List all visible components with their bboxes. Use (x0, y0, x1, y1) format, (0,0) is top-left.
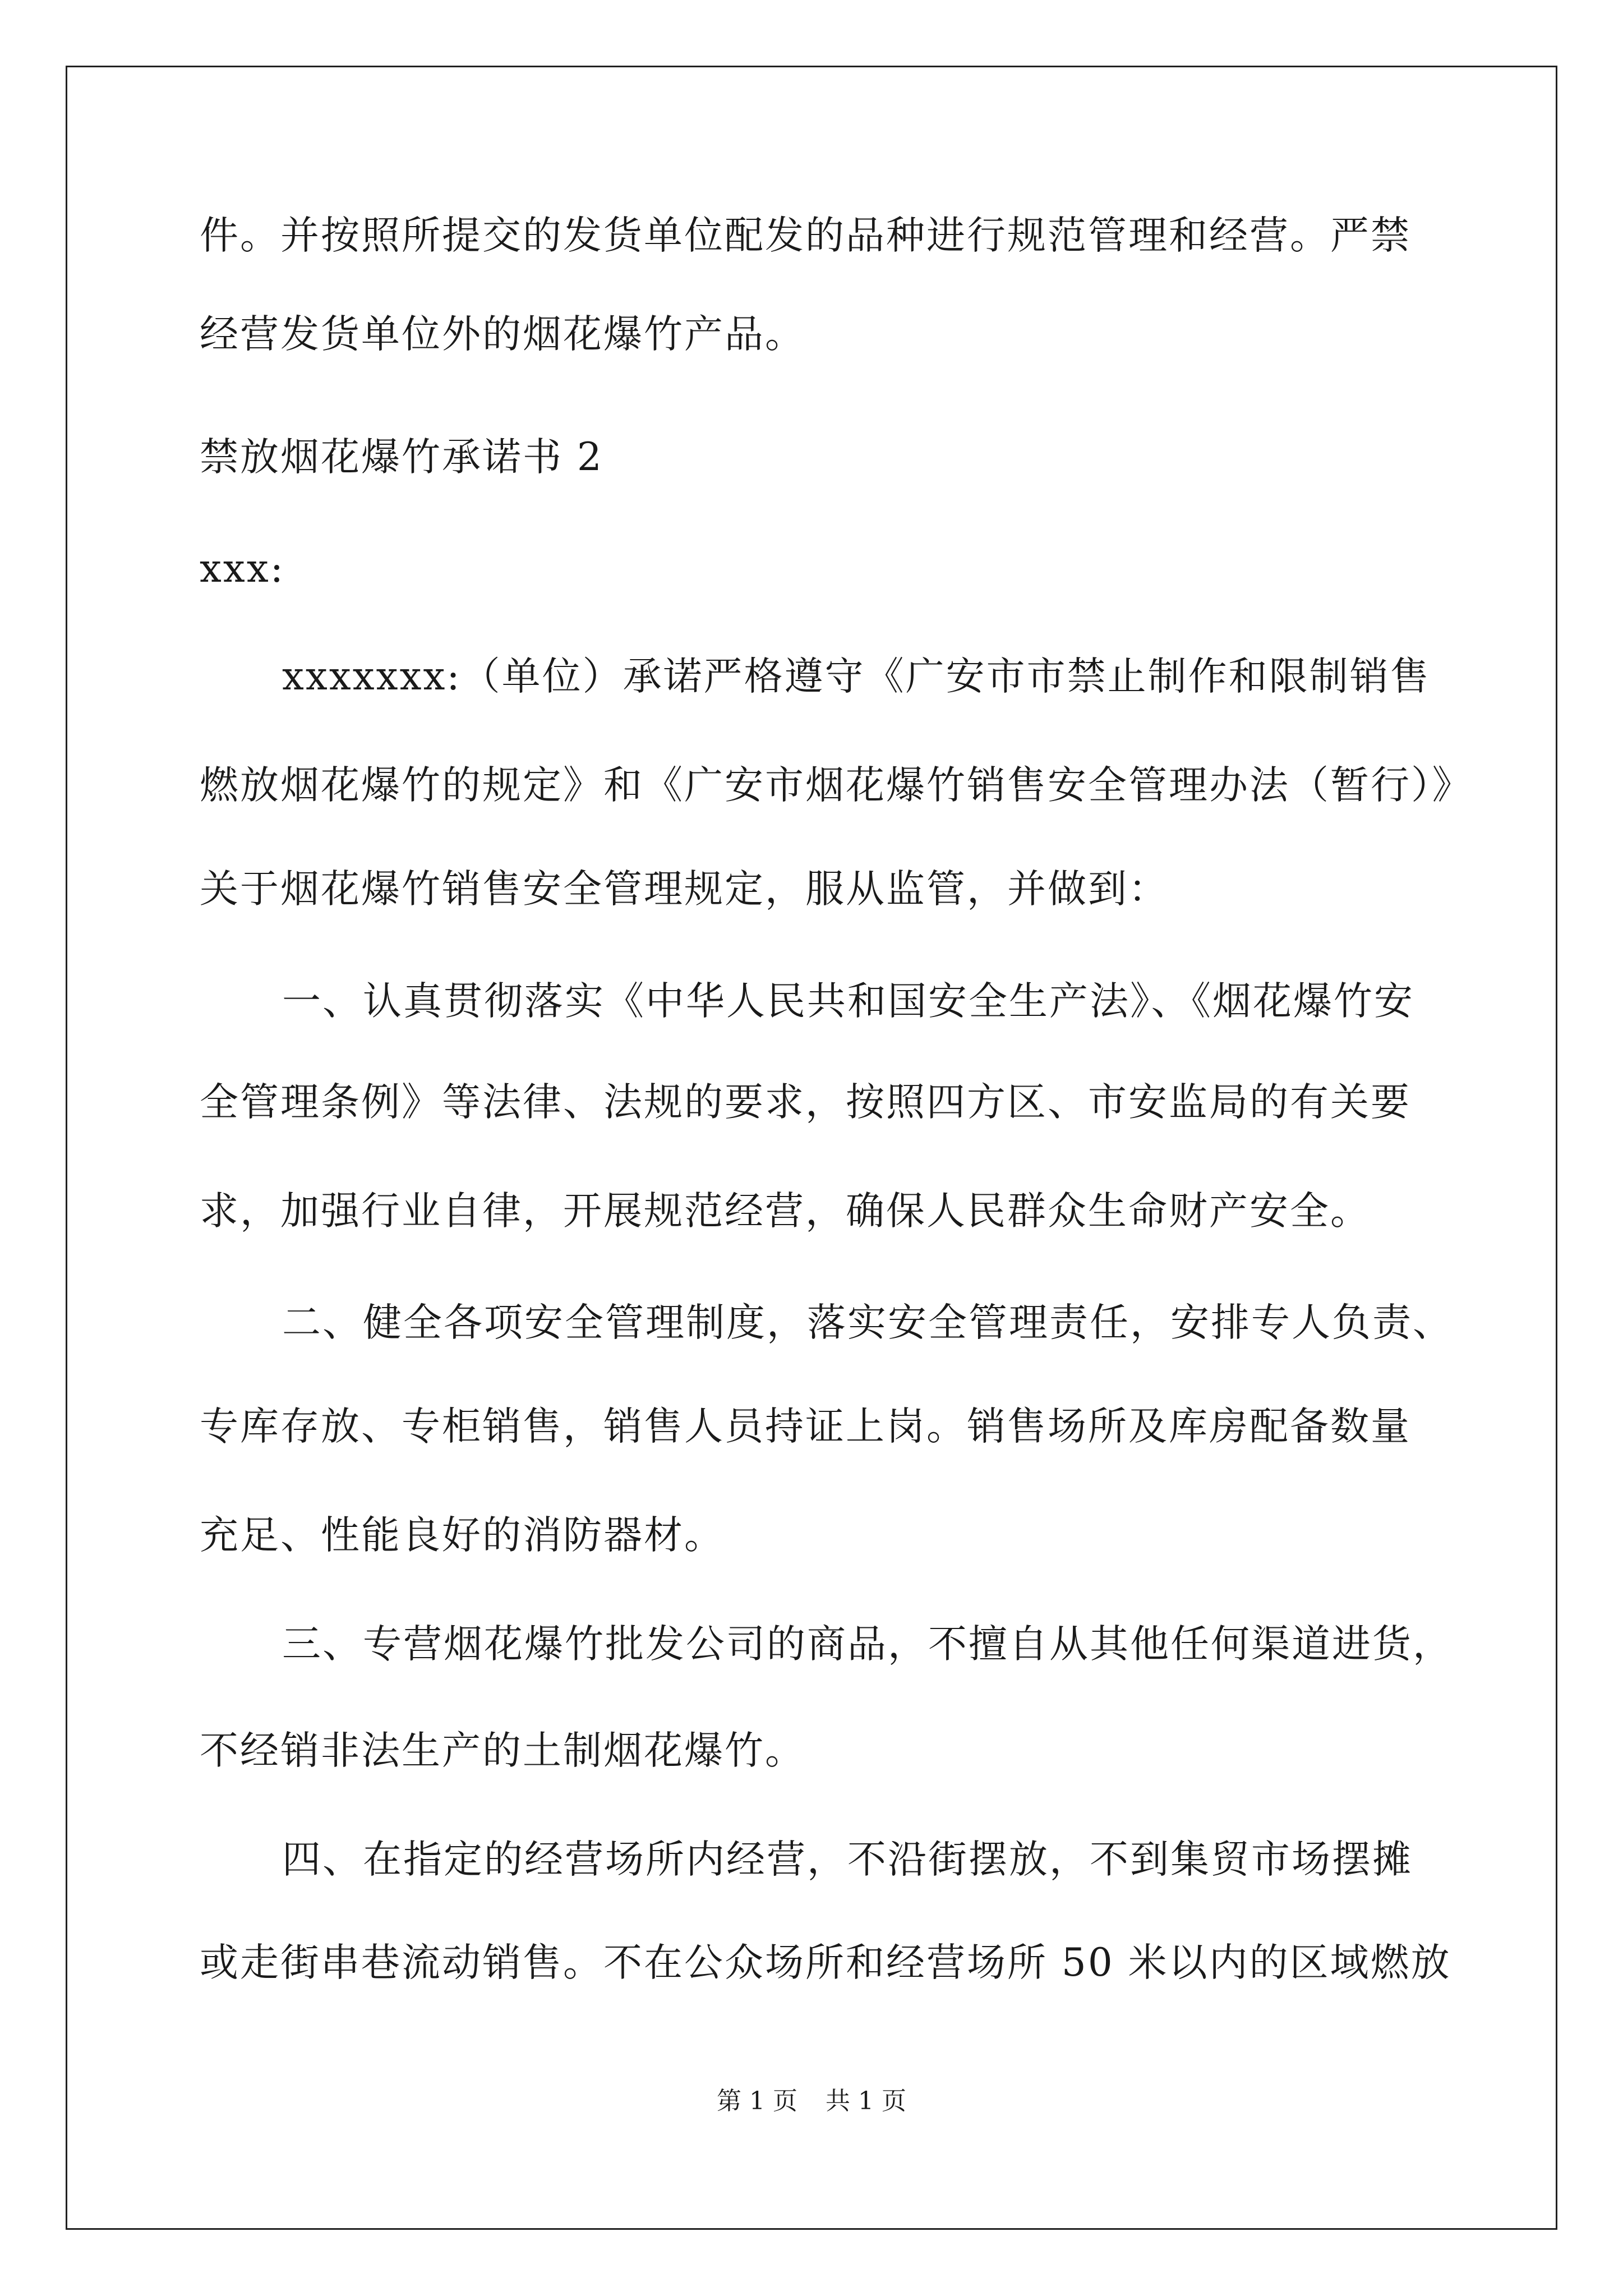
paragraph-line: 四、在指定的经营场所内经营，不沿街摆放，不到集贸市场摆摊 (282, 1837, 1413, 1882)
paragraph-line: xxxxxxx:（单位）承诺严格遵守《广安市市禁止制作和限制销售 (282, 654, 1431, 699)
paragraph-line: 二、健全各项安全管理制度，落实安全管理责任，安排专人负责、 (282, 1300, 1453, 1345)
paragraph-line: 充足、性能良好的消防器材。 (200, 1513, 725, 1558)
paragraph-line: 专库存放、专柜销售，销售人员持证上岗。销售场所及库房配备数量 (200, 1404, 1411, 1449)
paragraph-line: 燃放烟花爆竹的规定》和《广安市烟花爆竹销售安全管理办法（暂行）》 (200, 763, 1473, 808)
salutation: xxx: (200, 546, 285, 591)
paragraph-line: 全管理条例》等法律、法规的要求，按照四方区、市安监局的有关要 (200, 1080, 1411, 1125)
page-border (66, 66, 1557, 2230)
paragraph-line: 求，加强行业自律，开展规范经营，确保人民群众生命财产安全。 (200, 1189, 1371, 1234)
paragraph-line: 三、专营烟花爆竹批发公司的商品，不擅自从其他任何渠道进货， (282, 1622, 1453, 1667)
paragraph-line: 不经销非法生产的土制烟花爆竹。 (200, 1728, 805, 1773)
page-total: 共 1 页 (826, 2087, 906, 2115)
paragraph-line: 件。并按照所提交的发货单位配发的品种进行规范管理和经营。严禁 (200, 213, 1411, 258)
paragraph-line: 关于烟花爆竹销售安全管理规定，服从监管，并做到： (200, 867, 1169, 912)
section-heading: 禁放烟花爆竹承诺书 2 (200, 435, 603, 480)
paragraph-line: 一、认真贯彻落实《中华人民共和国安全生产法》、《烟花爆竹安 (282, 979, 1414, 1024)
page-footer (0, 2086, 1623, 2117)
page-number: 第 1 页 (717, 2087, 797, 2115)
paragraph-line: 或走街串巷流动销售。不在公众场所和经营场所 50 米以内的区域燃放 (200, 1940, 1451, 1985)
paragraph-line: 经营发货单位外的烟花爆竹产品。 (200, 312, 805, 357)
